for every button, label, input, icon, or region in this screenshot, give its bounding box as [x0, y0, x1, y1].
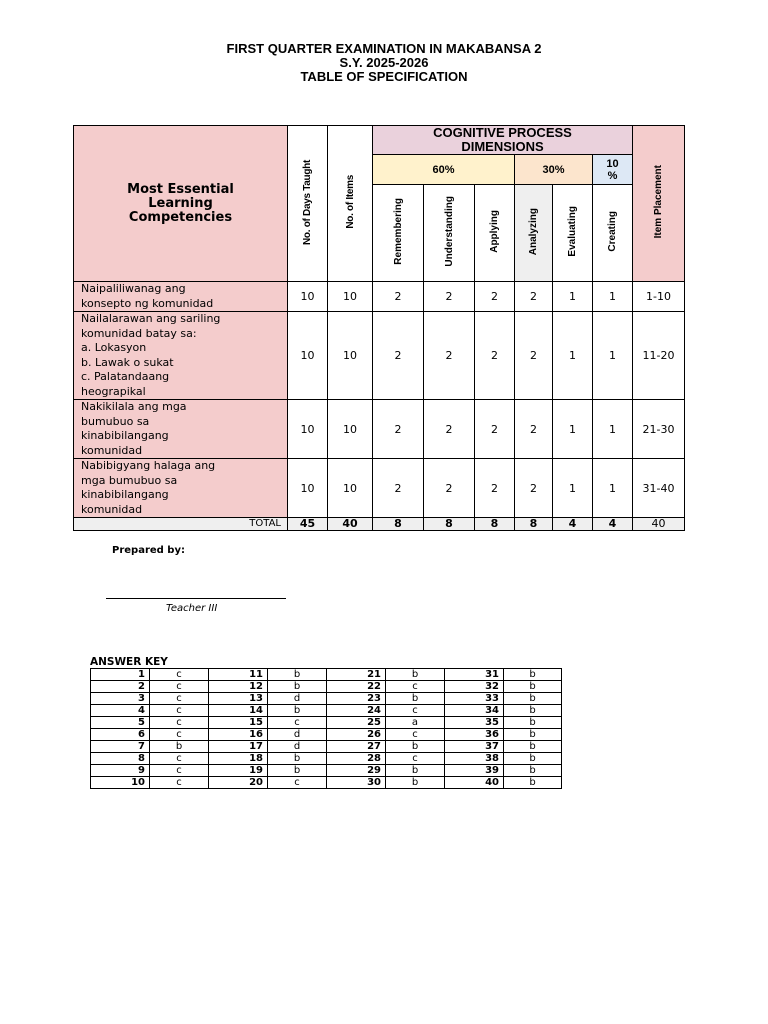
school-year: S.Y. 2025-2026 — [339, 55, 429, 70]
answer-key-body — [91, 669, 562, 789]
question-number: 1 — [91, 669, 150, 681]
question-number: 30 — [327, 777, 386, 789]
total-creating: 4 — [593, 518, 633, 531]
understanding-cell: 2 — [424, 459, 475, 518]
answer-letter: b — [386, 765, 445, 777]
total-understanding: 8 — [424, 518, 475, 531]
items-cell: 10 — [328, 400, 373, 459]
days-header-cell — [288, 126, 328, 282]
competency-line: kinabibilangang — [81, 429, 169, 442]
answer-key-row — [91, 717, 562, 729]
question-number: 10 — [91, 777, 150, 789]
signature-line — [106, 598, 286, 599]
placement-header: Item Placement — [653, 165, 664, 239]
question-number: 4 — [91, 705, 150, 717]
question-number: 21 — [327, 669, 386, 681]
question-number: 31 — [445, 669, 504, 681]
mel-header-cell — [74, 126, 288, 282]
analyzing-cell: 2 — [515, 312, 553, 400]
answer-letter: c — [150, 729, 209, 741]
question-number: 9 — [91, 765, 150, 777]
answer-letter: b — [268, 681, 327, 693]
competency-line: kinabibilangang — [81, 488, 169, 501]
items-cell: 10 — [328, 282, 373, 312]
applying-cell: 2 — [475, 459, 515, 518]
signatory-title: Teacher III — [166, 603, 218, 614]
answer-letter: b — [504, 669, 562, 681]
answer-letter: d — [268, 741, 327, 753]
level-creating-cell — [593, 185, 633, 282]
level-evaluating-cell — [553, 185, 593, 282]
pct-30-cell — [515, 155, 593, 185]
question-number: 38 — [445, 753, 504, 765]
level-remembering-cell — [373, 185, 424, 282]
answer-letter: b — [268, 765, 327, 777]
applying-cell: 2 — [475, 282, 515, 312]
question-number: 40 — [445, 777, 504, 789]
mel-header: Most Essential Learning Competencies — [127, 181, 234, 225]
answer-key-title: ANSWER KEY — [90, 656, 168, 668]
answer-letter: c — [150, 753, 209, 765]
level-evaluating: Evaluating — [567, 206, 578, 257]
question-number: 25 — [327, 717, 386, 729]
competency-line: c. Palatandaang — [81, 370, 170, 383]
total-items: 40 — [328, 518, 373, 531]
evaluating-cell: 1 — [553, 282, 593, 312]
creating-cell: 1 — [593, 312, 633, 400]
answer-letter: b — [386, 777, 445, 789]
answer-letter: b — [504, 693, 562, 705]
applying-cell: 2 — [475, 400, 515, 459]
question-number: 39 — [445, 765, 504, 777]
level-applying-cell — [475, 185, 515, 282]
days-header: No. of Days Taught — [302, 159, 313, 245]
items-header-cell — [328, 126, 373, 282]
remembering-cell: 2 — [373, 400, 424, 459]
total-applying: 8 — [475, 518, 515, 531]
total-analyzing: 8 — [515, 518, 553, 531]
question-number: 23 — [327, 693, 386, 705]
table-row — [74, 282, 685, 312]
answer-letter: c — [386, 729, 445, 741]
days-cell: 10 — [288, 400, 328, 459]
level-applying: Applying — [489, 210, 500, 253]
question-number: 12 — [209, 681, 268, 693]
table-row — [74, 400, 685, 459]
answer-letter: c — [150, 693, 209, 705]
level-creating: Creating — [607, 211, 618, 252]
prepared-by-label: Prepared by: — [112, 545, 185, 556]
answer-letter: c — [268, 717, 327, 729]
competency-line: mga bumubuo sa — [81, 473, 178, 487]
placement-cell: 11-20 — [633, 312, 685, 400]
days-cell: 10 — [288, 459, 328, 518]
days-cell: 10 — [288, 282, 328, 312]
total-days: 45 — [288, 518, 328, 531]
question-number: 14 — [209, 705, 268, 717]
evaluating-cell: 1 — [553, 312, 593, 400]
question-number: 24 — [327, 705, 386, 717]
answer-letter: c — [386, 753, 445, 765]
level-remembering: Remembering — [392, 198, 404, 265]
remembering-cell: 2 — [373, 459, 424, 518]
answer-key-row — [91, 705, 562, 717]
competency-cell — [74, 312, 288, 400]
question-number: 37 — [445, 741, 504, 753]
competency-line: heograpikal — [81, 384, 146, 398]
answer-letter: b — [504, 765, 562, 777]
answer-letter: b — [150, 741, 209, 753]
table-row — [74, 459, 685, 518]
placement-header-cell — [633, 126, 685, 282]
answer-letter: c — [150, 669, 209, 681]
question-number: 11 — [209, 669, 268, 681]
answer-key-row — [91, 729, 562, 741]
pct-60: 60% — [432, 164, 455, 176]
answer-letter: b — [268, 669, 327, 681]
question-number: 6 — [91, 729, 150, 741]
answer-key-row — [91, 777, 562, 789]
cog-header: COGNITIVE PROCESS DIMENSIONS — [433, 125, 572, 154]
question-number: 19 — [209, 765, 268, 777]
question-number: 20 — [209, 777, 268, 789]
level-understanding: Understanding — [443, 196, 455, 267]
answer-letter: b — [504, 777, 562, 789]
question-number: 7 — [91, 741, 150, 753]
answer-letter: b — [504, 717, 562, 729]
question-number: 34 — [445, 705, 504, 717]
question-number: 15 — [209, 717, 268, 729]
answer-letter: b — [504, 741, 562, 753]
answer-key-row — [91, 669, 562, 681]
answer-letter: b — [504, 729, 562, 741]
answer-letter: c — [150, 765, 209, 777]
answer-key-row — [91, 681, 562, 693]
question-number: 36 — [445, 729, 504, 741]
answer-letter: c — [150, 717, 209, 729]
understanding-cell: 2 — [424, 400, 475, 459]
table-row — [74, 312, 685, 400]
question-number: 13 — [209, 693, 268, 705]
answer-letter: c — [386, 705, 445, 717]
cog-header-cell — [373, 126, 633, 155]
pct-60-cell — [373, 155, 515, 185]
competency-cell — [74, 459, 288, 518]
answer-key-row — [91, 741, 562, 753]
understanding-cell: 2 — [424, 312, 475, 400]
answer-letter: b — [268, 753, 327, 765]
table-of-specification — [73, 125, 685, 531]
pct-10: 10 % — [606, 157, 619, 182]
remembering-cell: 2 — [373, 312, 424, 400]
question-number: 5 — [91, 717, 150, 729]
answer-letter: b — [386, 669, 445, 681]
competency-line: komunidad — [81, 502, 143, 516]
level-analyzing-cell — [515, 185, 553, 282]
document-header — [0, 42, 768, 84]
level-understanding-cell — [424, 185, 475, 282]
answer-letter: b — [386, 741, 445, 753]
answer-letter: b — [504, 753, 562, 765]
understanding-cell: 2 — [424, 282, 475, 312]
answer-letter: d — [268, 729, 327, 741]
answer-letter: b — [268, 705, 327, 717]
remembering-cell: 2 — [373, 282, 424, 312]
answer-letter: b — [504, 705, 562, 717]
pct-10-cell — [593, 155, 633, 185]
evaluating-cell: 1 — [553, 459, 593, 518]
items-cell: 10 — [328, 459, 373, 518]
question-number: 8 — [91, 753, 150, 765]
question-number: 26 — [327, 729, 386, 741]
level-analyzing: Analyzing — [528, 207, 539, 256]
answer-letter: c — [150, 681, 209, 693]
competency-line: Nakikilala ang mga — [81, 400, 187, 413]
answer-key-row — [91, 693, 562, 705]
competency-cell — [74, 400, 288, 459]
competency-line: Naipaliliwanag ang — [81, 282, 186, 295]
answer-letter: c — [268, 777, 327, 789]
question-number: 2 — [91, 681, 150, 693]
competency-line: bumubuo sa — [81, 414, 150, 428]
competency-cell — [74, 282, 288, 312]
evaluating-cell: 1 — [553, 400, 593, 459]
answer-letter: c — [150, 705, 209, 717]
question-number: 27 — [327, 741, 386, 753]
competency-line: komunidad — [81, 443, 143, 457]
question-number: 3 — [91, 693, 150, 705]
tos-title: TABLE OF SPECIFICATION — [300, 69, 468, 84]
total-placement: 40 — [633, 518, 685, 531]
question-number: 28 — [327, 753, 386, 765]
items-header: No. of Items — [344, 175, 356, 229]
total-evaluating: 4 — [553, 518, 593, 531]
competency-line: komunidad batay sa: — [81, 326, 197, 340]
analyzing-cell: 2 — [515, 400, 553, 459]
applying-cell: 2 — [475, 312, 515, 400]
competency-line: a. Lokasyon — [81, 341, 147, 354]
competency-line: b. Lawak o sukat — [81, 355, 174, 369]
answer-letter: b — [386, 693, 445, 705]
answer-key-row — [91, 753, 562, 765]
question-number: 17 — [209, 741, 268, 753]
question-number: 18 — [209, 753, 268, 765]
placement-cell: 1-10 — [633, 282, 685, 312]
creating-cell: 1 — [593, 459, 633, 518]
total-label: TOTAL — [74, 518, 288, 531]
placement-cell: 21-30 — [633, 400, 685, 459]
total-remembering: 8 — [373, 518, 424, 531]
analyzing-cell: 2 — [515, 459, 553, 518]
days-cell: 10 — [288, 312, 328, 400]
competency-line: Nailalarawan ang sariling — [81, 312, 221, 325]
exam-title: FIRST QUARTER EXAMINATION IN MAKABANSA 2 — [226, 41, 542, 56]
question-number: 22 — [327, 681, 386, 693]
answer-letter: c — [386, 681, 445, 693]
competency-line: konsepto ng komunidad — [81, 296, 214, 310]
creating-cell: 1 — [593, 282, 633, 312]
pct-30: 30% — [542, 164, 565, 176]
question-number: 33 — [445, 693, 504, 705]
question-number: 35 — [445, 717, 504, 729]
competency-line: Nabibigyang halaga ang — [81, 459, 216, 472]
answer-letter: a — [386, 717, 445, 729]
answer-letter: c — [150, 777, 209, 789]
total-row — [74, 518, 685, 531]
question-number: 16 — [209, 729, 268, 741]
items-cell: 10 — [328, 312, 373, 400]
placement-cell: 31-40 — [633, 459, 685, 518]
answer-letter: d — [268, 693, 327, 705]
analyzing-cell: 2 — [515, 282, 553, 312]
question-number: 29 — [327, 765, 386, 777]
creating-cell: 1 — [593, 400, 633, 459]
answer-key-table — [90, 668, 562, 789]
question-number: 32 — [445, 681, 504, 693]
answer-key-row — [91, 765, 562, 777]
answer-letter: b — [504, 681, 562, 693]
